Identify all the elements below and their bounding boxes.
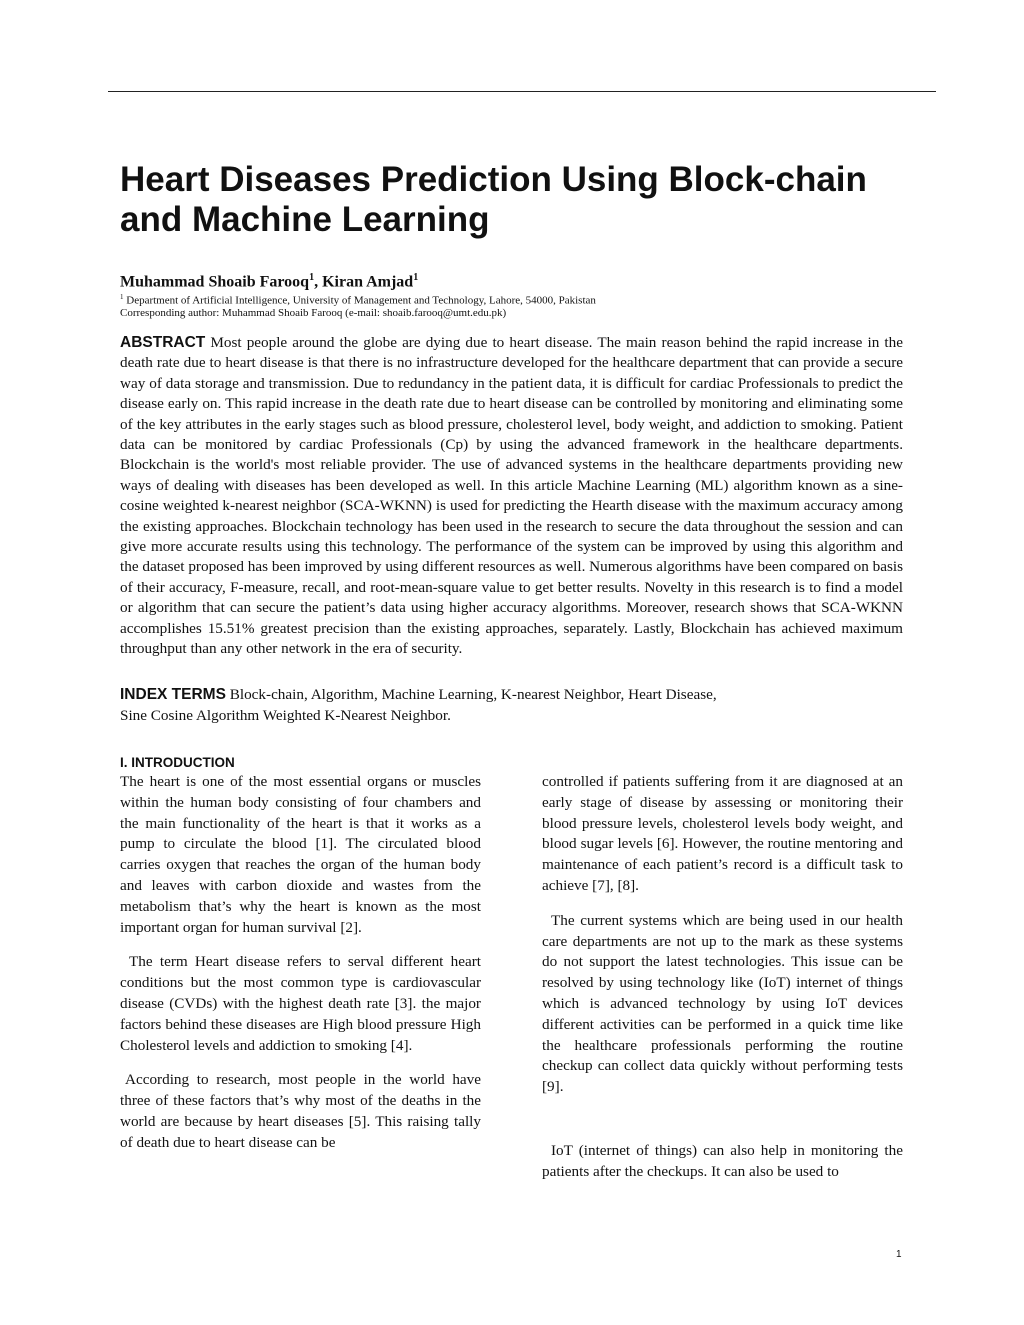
abstract	[120, 333, 903, 660]
affiliation-text: Department of Artificial Intelligence, University of Management and Technology, Lahore, 54000, Pakistan	[123, 294, 596, 307]
paragraph: controlled if patients suffering from it are diagnosed at an early stage of disease by assessing or monitoring their blood pressure levels, cholesterol levels body weight, and blood sugar levels [6]. However, the routine mentoring and maintenance of each patient’s record is a difficult task to achieve [7], [8].	[542, 773, 903, 894]
abstract-label: ABSTRACT	[120, 334, 206, 351]
corresponding-author: Corresponding author: Muhammad Shoaib Farooq (e-mail: shoaib.farooq@umt.edu.pk)	[120, 307, 507, 319]
affiliation-marker: 1	[309, 272, 315, 283]
header-rule	[108, 91, 936, 92]
index-terms-label: INDEX TERMS	[120, 686, 226, 703]
index-terms	[120, 684, 903, 726]
abstract-text: Most people around the globe are dying due to heart disease. The main reason behind the rapid increase in the death rate due to heart disease is that there is no infrastructure developed for the healthcare department that can provide a secure way of data storage and transmission. Due to redundancy in the patient data, it is difficult for cardiac Professionals to predict the disease early on. This rapid increase in the death rate due to heart disease can be controlled by monitoring and eliminating some of the key attributes in the early stages such as blood pressure, cholesterol level, body weight, and addiction to smoking. Patient data can be monitored by cardiac Professionals (Cp) by using the advanced framework in the healthcare departments. Blockchain is the world's most reliable provider. The use of advanced systems in the healthcare departments providing new ways of dealing with diseases has been developed as well. In this article Machine Learning (ML) algorithm known as a sine-cosine weighted k-nearest neighbor (SCA-WKNN) is used for predicting the Hearth disease with the maximum accuracy among the existing approaches. Blockchain technology has been used in the research to secure the data throughout the session and can give more accurate results using this technology. The performance of the system can be improved by using this algorithm and the dataset proposed has been improved by using different resources as well. Numerous algorithms have been compared on basis of their accuracy, F-measure, recall, and root-mean-square value to get better results. Novelty in this research is to find a model or algorithm that can secure the patient’s data using higher accuracy algorithms. Moreover, research shows that SCA-WKNN accomplishes 15.51% greatest precision than the existing approaches, separately. Lastly, Blockchain has achieved maximum throughput than any other network in the era of security.	[120, 334, 903, 658]
affiliation-marker: 1	[120, 293, 124, 301]
paragraph: According to research, most people in the world have three of these factors that’s why most of the deaths in the world are because by heart diseases [5]. This raising tally of death due to heart disease can be	[120, 1071, 481, 1151]
affiliation	[120, 290, 596, 308]
section-heading: I. INTRODUCTION	[120, 755, 235, 770]
page-number: 1	[896, 1249, 902, 1260]
right-column	[542, 772, 903, 1183]
author-name: Kiran Amjad	[322, 273, 414, 291]
paragraph: The term Heart disease refers to serval different heart conditions but the most common type is cardiovascular disease (CVDs) with the highest death rate [3]. the major factors behind these diseases are High blood pressure High Cholesterol levels and addiction to smoking [4].	[120, 953, 481, 1054]
index-terms-line: Sine Cosine Algorithm Weighted K-Nearest Neighbor.	[120, 707, 451, 724]
author-list	[120, 268, 418, 292]
affiliation-marker: 1	[413, 272, 419, 283]
paper-title: Heart Diseases Prediction Using Block-chain and Machine Learning	[120, 160, 867, 239]
paragraph: IoT (internet of things) can also help in monitoring the patients after the checkups. It can also be used to	[542, 1141, 903, 1180]
author-separator: ,	[314, 273, 323, 291]
left-column	[120, 772, 481, 1154]
author-name: Muhammad Shoaib Farooq	[120, 273, 310, 291]
index-terms-line: Block-chain, Algorithm, Machine Learning, K-nearest Neighbor, Heart Disease,	[229, 686, 717, 703]
paragraph: The heart is one of the most essential organs or muscles within the human body consisting of four chambers and the main functionality of the heart is that it works as a pump to circulate the blood [1]. The circulated blood carries oxygen that reaches the organ of the human body and leaves with carbon dioxide and wastes from the metabolism that’s why the heart is known as the most important organ for human survival [2].	[120, 773, 481, 936]
paragraph: The current systems which are being used in our health care departments are not up to the mark as these systems do not support the latest technologies. This issue can be resolved by using technology like (IoT) internet of things which is advanced technology by using IoT devices different activities can be performed in a quick time like the healthcare professionals performing the routine checkup can collect data quickly without performing tests [9].	[542, 911, 903, 1096]
